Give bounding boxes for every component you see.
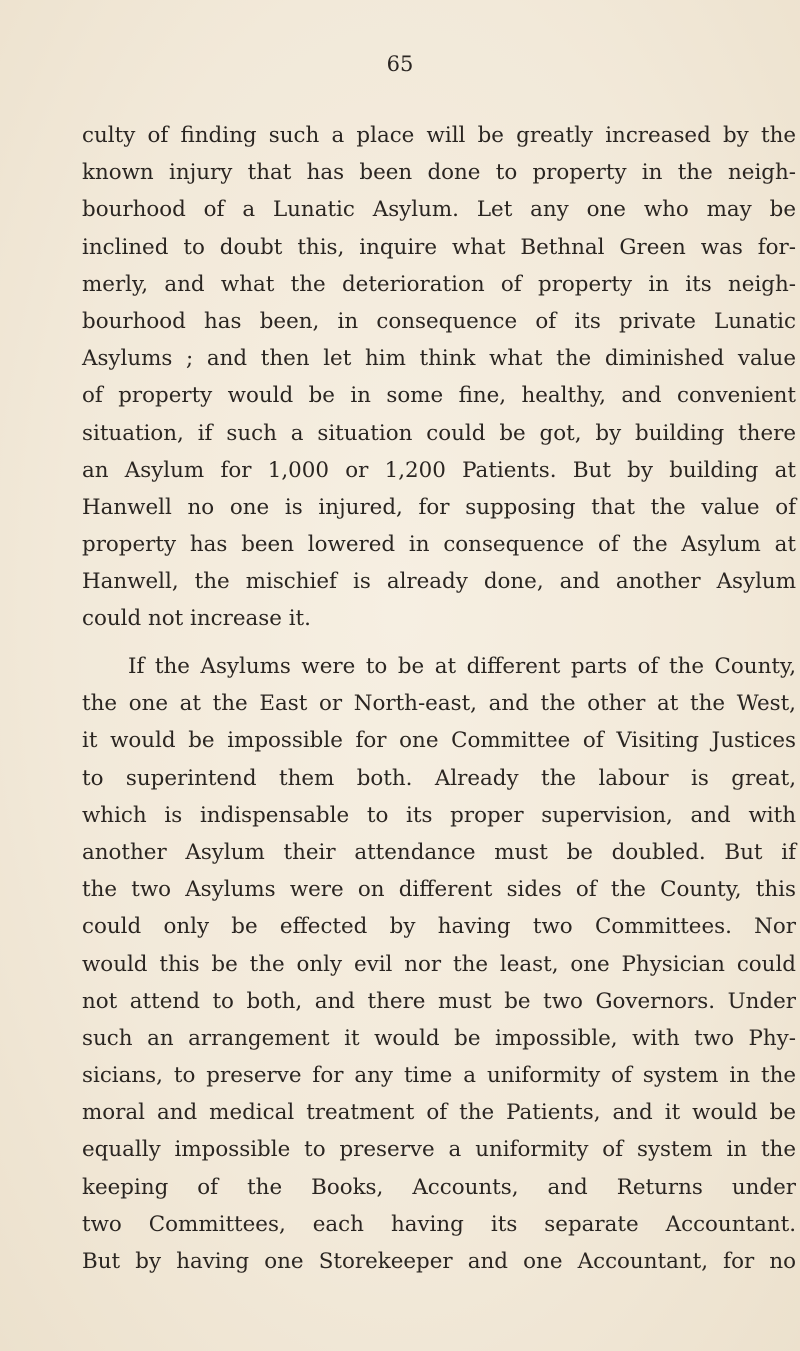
text-line: another Asylum their attendance must be doubled. But if	[82, 839, 796, 865]
text-line: the one at the East or North-east, and the other at the West,	[82, 691, 796, 717]
text-line: which is indispensable to its proper supervision, and with	[82, 802, 796, 828]
text-line: merly, and what the deterioration of property in its neigh-	[82, 271, 796, 297]
text-line: bourhood of a Lunatic Asylum. Let any one who may be	[82, 197, 796, 223]
text-line: Hanwell, the mischief is already done, and another Asylum	[82, 569, 796, 595]
text-line: an Asylum for 1,000 or 1,200 Patients. But by building at	[82, 457, 796, 483]
text-line: two Committees, each having its separate Accountant.	[82, 1211, 796, 1237]
paragraph-1	[82, 117, 794, 638]
text-line: equally impossible to preserve a uniformity of system in the	[82, 1137, 796, 1163]
text-line: to superintend them both. Already the labour is great,	[82, 765, 796, 791]
text-line: keeping of the Books, Accounts, and Returns under	[82, 1174, 796, 1200]
text-line: sicians, to preserve for any time a uniformity of system in the	[82, 1063, 796, 1089]
text-line: it would be impossible for one Committee of Visiting Justices	[82, 728, 796, 754]
text-line: moral and medical treatment of the Patients, and it would be	[82, 1100, 796, 1126]
text-line: situation, if such a situation could be got, by building there	[82, 420, 796, 446]
page-number: 65	[386, 52, 414, 76]
text-line: property has been lowered in consequence of the Asylum at	[82, 532, 796, 558]
text-line: If the Asylums were to be at different parts of the County,	[128, 654, 796, 679]
text-line: could only be effected by having two Committees. Nor	[82, 914, 796, 940]
text-line: of property would be in some fine, healthy, and convenient	[82, 383, 796, 409]
text-line: the two Asylums were on different sides of the County, this	[82, 877, 796, 903]
text-line: Hanwell no one is injured, for supposing that the value of	[82, 494, 796, 520]
text-line: could not increase it.	[82, 606, 311, 632]
text-line: bourhood has been, in consequence of its private Lunatic	[82, 308, 796, 334]
text-line: would this be the only evil nor the least, one Physician could	[82, 951, 796, 977]
paragraph-2	[82, 648, 794, 1280]
text-line: But by having one Storekeeper and one Accountant, for no	[82, 1249, 796, 1274]
text-line: known injury that has been done to property in the neigh-	[82, 160, 796, 186]
text-line: not attend to both, and there must be two Governors. Under	[82, 988, 796, 1014]
text-line: inclined to doubt this, inquire what Bethnal Green was for-	[82, 234, 796, 260]
text-line: culty of finding such a place will be greatly increased by the	[82, 123, 796, 148]
text-line: Asylums ; and then let him think what the diminished value	[82, 346, 796, 372]
text-line: such an arrangement it would be impossible, with two Phy-	[82, 1025, 796, 1051]
